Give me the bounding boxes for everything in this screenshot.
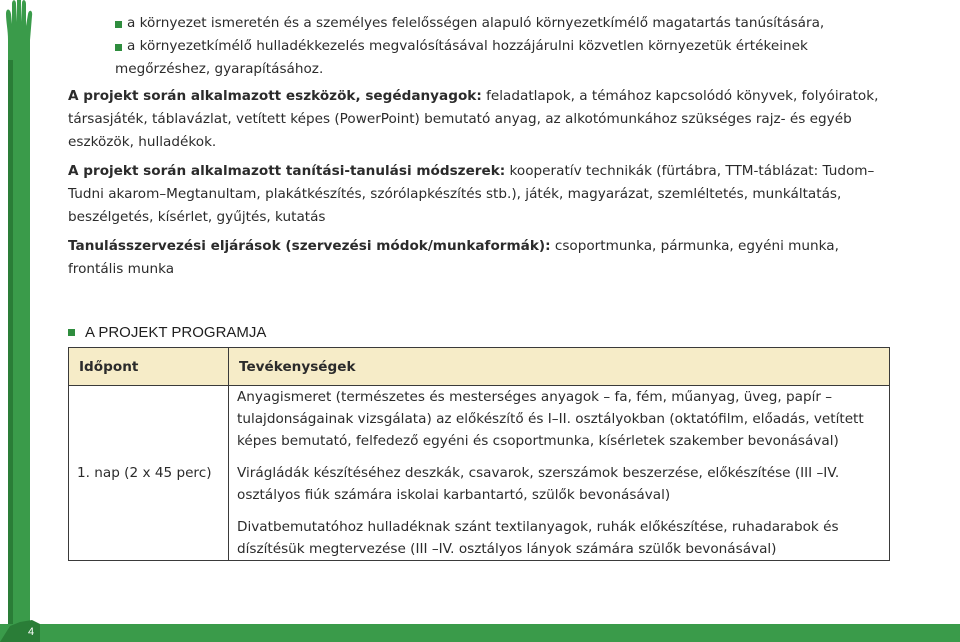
column-header-activities: Tevékenységek bbox=[229, 348, 890, 386]
page-number: 4 bbox=[28, 626, 35, 638]
program-table bbox=[68, 347, 890, 561]
tools-paragraph bbox=[68, 85, 894, 154]
bottom-green-bar bbox=[0, 620, 960, 642]
bullet-item: a környezetkímélő hulladékkezelés megvalósításával hozzájárulni közvetlen környezetük értékeinek bbox=[68, 35, 894, 58]
paragraph-text: kooperatív technikák (fürtábra, TTM-táblázat: Tudom–Tudni akarom–Megtanultam, plakátkészítés, szórólapkészítés stb.), játék, magyarázat, szemléltetés, munkáltatás, beszélgetés, kísérlet, gyűjtés, kutatás bbox=[68, 163, 875, 225]
bullet-item: a környezet ismeretén és a személyes felelősségen alapuló környezetkímélő magatartás tanúsítására, bbox=[68, 12, 894, 35]
paragraph-label: A projekt során alkalmazott eszközök, segédanyagok: bbox=[68, 88, 482, 104]
paragraph-text: csoportmunka, pármunka, egyéni munka, frontális munka bbox=[68, 238, 839, 277]
table-row bbox=[69, 386, 890, 561]
organization-paragraph bbox=[68, 235, 894, 281]
document-body bbox=[68, 12, 894, 344]
table-header-row bbox=[69, 348, 890, 386]
bullet-square-icon bbox=[68, 329, 75, 336]
bullet-square-icon bbox=[115, 44, 122, 51]
activity-item: Divatbemutatóhoz hulladéknak szánt textilanyagok, ruhák előkészítése, ruhadarabok és díszítésük megtervezése (III –IV. osztályos lányok számára szülők bevonásával) bbox=[237, 519, 839, 557]
paragraph-text: feladatlapok, a témához kapcsolódó könyvek, folyóiratok, társasjáték, táblavázlat, vetített képes (PowerPoint) bemutató anyag, az alkotómunkához szükséges rajz- és egyéb eszközök, hulladékok. bbox=[68, 88, 879, 150]
bullet-square-icon bbox=[115, 21, 122, 28]
hand-stripe-decoration bbox=[0, 0, 40, 642]
cell-activities bbox=[229, 386, 890, 561]
section-heading bbox=[68, 321, 894, 344]
activity-item: Anyagismeret (természetes és mesterséges anyagok – fa, fém, műanyag, üveg, papír – tulajdonságainak vizsgálata) az előkészítő és I–II. osztályokban (oktatófilm, előadás, vetített képes bemutató, felfedező egyéni és csoportmunka, kísérletek szakember bevonásával) bbox=[237, 389, 864, 449]
methods-paragraph bbox=[68, 160, 894, 229]
cell-time: 1. nap (2 x 45 perc) bbox=[69, 386, 229, 561]
section-title: A PROJEKT PROGRAMJA bbox=[85, 324, 267, 341]
paragraph-label: A projekt során alkalmazott tanítási-tanulási módszerek: bbox=[68, 163, 506, 179]
paragraph-label: Tanulásszervezési eljárások (szervezési módok/munkaformák): bbox=[68, 238, 551, 254]
bullet-item-continuation: megőrzéshez, gyarapításához. bbox=[115, 61, 324, 77]
activity-item: Virágládák készítéséhez deszkák, csavarok, szerszámok beszerzése, előkészítése (III –IV. osztályos fiúk számára iskolai karbantartó, szülők bevonásával) bbox=[237, 465, 840, 503]
column-header-time: Időpont bbox=[69, 348, 229, 386]
